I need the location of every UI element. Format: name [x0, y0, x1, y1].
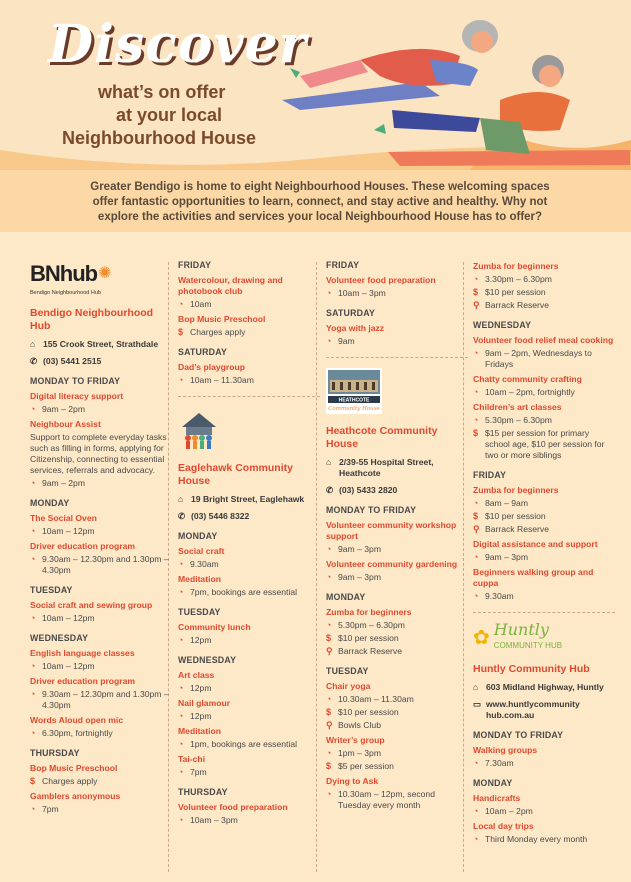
clock-icon: ◔ — [178, 299, 184, 309]
section-divider — [473, 612, 615, 613]
activity-title: Digital literacy support — [30, 391, 124, 401]
clock-icon: ◔ — [326, 748, 332, 758]
activity-cost: $ $10 per session — [473, 511, 546, 521]
activity-cost: $ Charges apply — [30, 776, 98, 786]
activity-title: Driver education program — [30, 676, 136, 686]
heathcote-address: ⌂ 2/39-55 Hospital Street, Heathcote — [326, 457, 434, 478]
clock-icon: ◔ — [326, 572, 332, 582]
eaglehawk-phone[interactable]: ✆ (03) 5446 8322 — [178, 511, 250, 521]
day-heading: WEDNESDAY — [30, 633, 89, 643]
activity-title: Zumba for beginners — [473, 485, 559, 495]
eaglehawk-hub-name: Eaglehawk Community House — [178, 462, 293, 487]
activity-title: Nail glamour — [178, 698, 231, 708]
dollar-icon: $ — [473, 287, 479, 297]
bendigo-logo-caption: Bendigo Neighbourhood Hub — [30, 290, 101, 296]
activity-title: Gamblers anonymous — [30, 791, 121, 801]
bendigo-logo-text: BNhub — [30, 260, 98, 286]
activity-time: ◔ 6.30pm, fortnightly — [30, 728, 113, 738]
phone-icon: ✆ — [178, 511, 186, 521]
clock-icon: ◔ — [473, 274, 479, 284]
clock-icon: ◔ — [473, 552, 479, 562]
day-heading: TUESDAY — [30, 585, 73, 595]
activity-time: ◔ 9am – 3pm — [326, 572, 381, 582]
heathcote-logo-subtext: Community House — [328, 406, 380, 412]
activity-time: ◔ 9am – 2pm — [30, 478, 85, 488]
clock-icon: ◔ — [326, 789, 332, 799]
day-heading: MONDAY — [178, 531, 218, 541]
activity-time: ◔ 5.30pm – 6.30pm — [473, 415, 552, 425]
clock-icon: ◔ — [473, 415, 479, 425]
bendigo-address: ⌂ 155 Crook Street, Strathdale — [30, 339, 159, 349]
activity-time: ◔ 10am – 3pm — [326, 288, 386, 298]
clock-icon: ◔ — [30, 613, 36, 623]
clock-icon: ◔ — [326, 288, 332, 298]
activity-title: Meditation — [178, 574, 221, 584]
day-heading: SATURDAY — [178, 347, 228, 357]
clock-icon: ◔ — [178, 587, 184, 597]
day-heading: FRIDAY — [326, 260, 360, 270]
activity-time: ◔ 10am — [178, 299, 212, 309]
activity-title: Bop Music Preschool — [30, 763, 118, 773]
activity-location: ⚲ Bowls Club — [326, 720, 381, 730]
activity-time: ◔ 10am – 12pm — [30, 526, 95, 536]
activity-time: ◔ 9am – 3pm — [326, 544, 381, 554]
activity-cost: $ $10 per session — [473, 287, 546, 297]
sun-icon: ✺ — [98, 264, 112, 282]
column-huntly — [473, 258, 615, 845]
phone-icon: ✆ — [326, 485, 334, 495]
activity-title: Driver education program — [30, 541, 136, 551]
clock-icon: ◔ — [178, 767, 184, 777]
activity-time: ◔ 1pm, bookings are essential — [178, 739, 298, 749]
activity-title: Social craft — [178, 546, 225, 556]
activity-time: ◔ 10am – 2pm — [473, 806, 533, 816]
clock-icon: ◔ — [326, 336, 332, 346]
huntly-website[interactable]: ▭ www.huntlycommunity hub.com.au — [473, 699, 580, 720]
heathcote-logo-text: HEATHCOTE — [338, 397, 370, 404]
activity-time: ◔ 12pm — [178, 711, 212, 721]
activity-title: The Social Oven — [30, 513, 97, 523]
activity-title: Neighbour Assist — [30, 419, 101, 429]
activity-cost: $ $10 per session — [326, 707, 399, 717]
day-heading: FRIDAY — [473, 470, 507, 480]
eaglehawk-address: ⌂ 19 Bright Street, Eaglehawk — [178, 494, 305, 504]
clock-icon: ◔ — [30, 661, 36, 671]
day-heading: THURSDAY — [30, 748, 80, 758]
activity-title: Dad’s playgroup — [178, 362, 246, 372]
clock-icon: ◔ — [473, 834, 479, 844]
clock-icon: ◔ — [30, 728, 36, 738]
clock-icon: ◔ — [473, 348, 479, 358]
activity-cost: $ $5 per session — [326, 761, 394, 771]
activity-title: Tai-chi — [178, 754, 206, 764]
clock-icon: ◔ — [326, 620, 332, 630]
activity-title: Social craft and sewing group — [30, 600, 153, 610]
subtitle-line-2: at your local — [116, 105, 223, 125]
home-icon: ⌂ — [326, 457, 332, 467]
activity-title: Chair yoga — [326, 681, 371, 691]
clock-icon: ◔ — [178, 711, 184, 721]
dollar-icon: $ — [473, 428, 479, 438]
activity-time: ◔ 10am – 2pm, fortnightly — [473, 387, 575, 397]
home-icon: ⌂ — [30, 339, 36, 349]
clock-icon: ◔ — [178, 683, 184, 693]
day-heading: TUESDAY — [326, 666, 369, 676]
activity-time: ◔ 8am – 9am — [473, 498, 528, 508]
day-heading: TUESDAY — [178, 607, 221, 617]
column-bendigo — [30, 258, 172, 815]
activity-time: ◔ 12pm — [178, 635, 212, 645]
activity-title: Yoga with jazz — [326, 323, 385, 333]
clock-icon: ◔ — [473, 758, 479, 768]
huntly-logo-title: Huntly — [493, 620, 549, 639]
day-heading: MONDAY TO FRIDAY — [326, 505, 417, 515]
clock-icon: ◔ — [326, 544, 332, 554]
activity-location: ⚲ Barrack Reserve — [473, 300, 549, 310]
activity-time: ◔ 10am – 3pm — [178, 815, 238, 825]
clock-icon: ◔ — [178, 635, 184, 645]
activity-title: Handicrafts — [473, 793, 521, 803]
activity-time: ◔ 9.30am — [178, 559, 219, 569]
dollar-icon: $ — [178, 327, 184, 337]
day-heading: MONDAY — [30, 498, 70, 508]
day-heading: MONDAY — [473, 778, 513, 788]
activity-time: ◔ 7.30am — [473, 758, 514, 768]
activity-title: Art class — [178, 670, 215, 680]
day-heading: MONDAY TO FRIDAY — [30, 376, 121, 386]
map-pin-icon: ⚲ — [326, 646, 333, 656]
activity-description: Support to complete everyday tasks such as filling in forms, applying for Citizenship, connecting to essential services, referrals and advocacy. — [30, 432, 167, 475]
heathcote-hub-name: Heathcote Community House — [326, 425, 438, 450]
day-heading: SATURDAY — [326, 308, 376, 318]
activity-title: English language classes — [30, 648, 135, 658]
activity-title: Zumba for beginners — [326, 607, 412, 617]
activity-time: ◔ 9am – 2pm, Wednesdays to Fridays — [473, 348, 592, 369]
bendigo-hub-name: Bendigo Neighbourhood Hub — [30, 307, 154, 332]
subtitle-line-1: what’s on offer — [98, 82, 226, 102]
activity-time: ◔ Third Monday every month — [473, 834, 588, 844]
dollar-icon: $ — [326, 707, 332, 717]
activity-title: Dying to Ask — [326, 776, 379, 786]
heathcote-logo — [326, 368, 382, 414]
clock-icon: ◔ — [178, 739, 184, 749]
activity-title: Volunteer community workshop support — [326, 520, 457, 541]
activity-title: Writer’s group — [326, 735, 385, 745]
activity-time: ◔ 9am – 2pm — [30, 404, 85, 414]
clock-icon: ◔ — [178, 375, 184, 385]
activity-time: ◔ 5.30pm – 6.30pm — [326, 620, 405, 630]
activity-time: ◔ 7pm, bookings are essential — [178, 587, 298, 597]
activity-title: Bop Music Preschool — [178, 314, 266, 324]
home-icon: ⌂ — [473, 682, 479, 692]
dollar-icon: $ — [326, 761, 332, 771]
activity-cost: $ $10 per session — [326, 633, 399, 643]
activity-time: ◔ 1pm – 3pm — [326, 748, 381, 758]
section-divider — [178, 396, 320, 397]
activity-time: ◔ 10.30am – 11.30am — [326, 694, 414, 704]
clock-icon: ◔ — [30, 404, 36, 414]
subtitle-line-3: Neighbourhood House — [62, 128, 256, 148]
day-heading: WEDNESDAY — [178, 655, 237, 665]
day-heading: MONDAY — [326, 592, 366, 602]
huntly-address: ⌂ 603 Midland Highway, Huntly — [473, 682, 604, 692]
clock-icon: ◔ — [30, 554, 36, 564]
activity-title: Beginners walking group and cuppa — [473, 567, 594, 588]
activity-title: Meditation — [178, 726, 221, 736]
day-heading: THURSDAY — [178, 787, 228, 797]
activity-title: Volunteer food preparation — [326, 275, 436, 285]
activity-time: ◔ 10am – 12pm — [30, 661, 95, 671]
activity-title: Volunteer food preparation — [178, 802, 288, 812]
clock-icon: ◔ — [473, 387, 479, 397]
activity-time: ◔ 12pm — [178, 683, 212, 693]
bendigo-phone[interactable]: ✆ (03) 5441 2515 — [30, 356, 102, 366]
activity-time: ◔ 10am – 11.30am — [178, 375, 254, 385]
activity-time: ◔ 10am – 12pm — [30, 613, 95, 623]
activity-time: ◔ 9am – 3pm — [473, 552, 528, 562]
column-heathcote — [326, 258, 468, 811]
activity-cost: $ Charges apply — [178, 327, 246, 337]
column-eaglehawk — [178, 258, 320, 826]
clock-icon: ◔ — [473, 806, 479, 816]
activity-title: Words Aloud open mic — [30, 715, 124, 725]
dollar-icon: $ — [473, 511, 479, 521]
huntly-logo-subtitle: COMMUNITY HUB — [493, 641, 563, 650]
clock-icon: ◔ — [30, 689, 36, 699]
activity-time: ◔ 3.30pm – 6.30pm — [473, 274, 552, 284]
clock-icon: ◔ — [30, 526, 36, 536]
activity-title: Chatty community crafting — [473, 374, 582, 384]
home-icon: ⌂ — [178, 494, 184, 504]
day-heading: WEDNESDAY — [473, 320, 532, 330]
huntly-hub-name: Huntly Community Hub — [473, 663, 590, 675]
phone-icon: ✆ — [30, 356, 38, 366]
map-pin-icon: ⚲ — [473, 300, 480, 310]
clock-icon: ◔ — [178, 559, 184, 569]
laptop-icon: ▭ — [473, 699, 482, 709]
activity-title: Watercolour, drawing and photobook club — [178, 275, 283, 296]
day-heading: FRIDAY — [178, 260, 212, 270]
section-divider — [326, 357, 468, 358]
activity-time: ◔ 7pm — [178, 767, 207, 777]
activity-time: ◔ 9.30am – 12.30pm and 1.30pm – 4.30pm — [30, 689, 169, 710]
header-banner — [0, 0, 631, 170]
dollar-icon: $ — [326, 633, 332, 643]
clock-icon: ◔ — [30, 478, 36, 488]
activity-time: ◔ 9am — [326, 336, 355, 346]
activity-time: ◔ 9.30am — [473, 591, 514, 601]
bendigo-logo — [30, 258, 172, 288]
clock-icon: ◔ — [473, 591, 479, 601]
page-title: Discover — [48, 14, 308, 75]
activity-time: ◔ 9.30am – 12.30pm and 1.30pm – 4.30pm — [30, 554, 169, 575]
map-pin-icon: ⚲ — [473, 524, 480, 534]
activity-title: Zumba for beginners — [473, 261, 559, 271]
activity-title: Volunteer food relief meal cooking — [473, 335, 614, 345]
dollar-icon: $ — [30, 776, 36, 786]
clock-icon: ◔ — [178, 815, 184, 825]
activity-location: ⚲ Barrack Reserve — [326, 646, 402, 656]
map-pin-icon: ⚲ — [326, 720, 333, 730]
heathcote-phone[interactable]: ✆ (03) 5433 2820 — [326, 485, 398, 495]
activity-title: Community lunch — [178, 622, 251, 632]
activity-title: Children’s art classes — [473, 402, 562, 412]
activity-time: ◔ 10.30am – 12pm, second Tuesday every month — [326, 789, 435, 810]
clock-icon: ◔ — [30, 804, 36, 814]
flower-icon: ✿ — [473, 626, 490, 649]
intro-text: Greater Bendigo is home to eight Neighbourhood Houses. These welcoming spaces offer fantastic opportunities to learn, connect, and stay active and healthy. Why not explore the activities and services your local Neighbourhood House has to offer? — [90, 181, 550, 223]
activity-title: Digital assistance and support — [473, 539, 598, 549]
huntly-logo-text — [494, 622, 562, 654]
activity-title: Local day trips — [473, 821, 534, 831]
activity-title: Volunteer community gardening — [326, 559, 458, 569]
day-heading: MONDAY TO FRIDAY — [473, 730, 564, 740]
huntly-logo — [473, 621, 615, 655]
clock-icon: ◔ — [473, 498, 479, 508]
eaglehawk-logo — [178, 409, 220, 451]
activity-time: ◔ 7pm — [30, 804, 59, 814]
activity-cost: $ $15 per session for primary school age, $10 per session for two or more siblings — [473, 428, 605, 460]
activity-location: ⚲ Barrack Reserve — [473, 524, 549, 534]
clock-icon: ◔ — [326, 694, 332, 704]
activity-title: Walking groups — [473, 745, 538, 755]
